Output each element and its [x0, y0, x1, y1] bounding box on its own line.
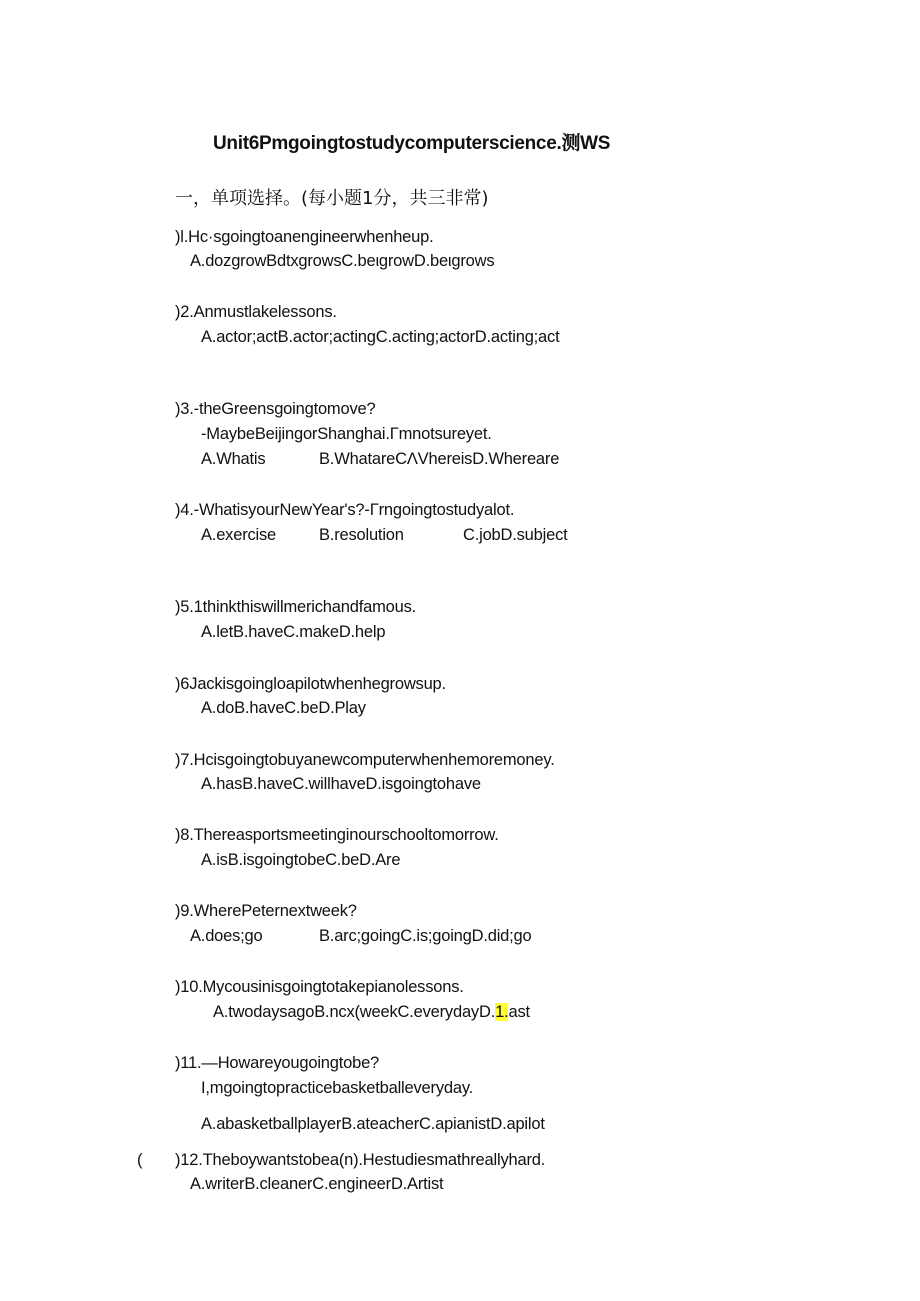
question-3-options-rest: B.WhatareCΛVhereisD.Whereare [319, 450, 560, 468]
question-5-stem: )5.1thinkthiswillmerichandfamous. [175, 598, 417, 616]
question-4-option-b: B.resolution [319, 526, 404, 544]
question-3-extra: -MaybeBeijingorShanghai.Γmnotsureyet. [201, 425, 492, 443]
question-3-stem: )3.-theGreensgoingtomove? [175, 400, 376, 418]
question-10-stem: )10.Mycousinisgoingtotakepianolessons. [175, 978, 464, 996]
question-9-options-rest: B.arc;goingC.is;goingD.did;go [319, 927, 532, 945]
question-1-stem: )l.Hc·sgoingtoanengineerwhenheup. [175, 228, 434, 246]
question-12-paren: ( [137, 1151, 143, 1169]
highlight-mark: 1. [495, 1003, 509, 1021]
question-9-option-a: A.does;go [190, 927, 263, 945]
question-1-options: A.dozgrowBdtxgrowsC.beιgrowD.beιgrows [190, 252, 495, 270]
question-9-stem: )9.WherePeternextweek? [175, 902, 357, 920]
question-10-options-pre: A.twodaysagoB.ncx(weekC.everydayD. [213, 1003, 496, 1021]
question-8-options: A.isB.isgoingtobeC.beD.Are [201, 851, 401, 869]
question-7-options: A.hasB.haveC.willhaveD.isgoingtohave [201, 775, 481, 793]
question-11-stem: )11.—Howareyougoingtobe? [175, 1054, 380, 1072]
question-10-options-post: ast [508, 1003, 530, 1021]
question-12-stem: )12.Theboywantstobea(n).Hestudiesmathreallyhard. [175, 1151, 546, 1169]
question-3-option-a: A.Whatis [201, 450, 266, 468]
question-11-options: A.abasketballplayerB.ateacherC.apianistD.apilot [201, 1115, 545, 1133]
question-4-stem: )4.-WhatisyourNewYear's?-Γrngoingtostudyalot. [175, 501, 515, 519]
question-6-options: A.doB.haveC.beD.Play [201, 699, 366, 717]
question-12-options: A.writerB.cleanerC.engineerD.Artist [190, 1175, 444, 1193]
question-2-stem: )2.Anmustlakelessons. [175, 303, 337, 321]
question-5-options: A.letB.haveC.makeD.help [201, 623, 386, 641]
question-8-stem: )8.Thereasportsmeetinginourschooltomorrow. [175, 826, 499, 844]
question-7-stem: )7.Hcisgoingtobuyanewcomputerwhenhemoremoney. [175, 751, 555, 769]
section-heading: 一，单项选择。(每小题1分，共三非常) [175, 188, 489, 209]
question-6-stem: )6Jackisgoingloapilotwhenhegrowsup. [175, 675, 446, 693]
question-2-options: A.actor;actB.actor;actingC.acting;actorD.acting;act [201, 328, 560, 346]
question-4-options-rest: C.jobD.subject [463, 526, 568, 544]
page-title: Unit6Pmgoingtostudycomputerscience.测WS [213, 133, 611, 154]
question-4-option-a: A.exercise [201, 526, 277, 544]
question-11-extra: I,mgoingtopracticebasketballeveryday. [201, 1079, 474, 1097]
question-10-options [213, 1002, 530, 1022]
